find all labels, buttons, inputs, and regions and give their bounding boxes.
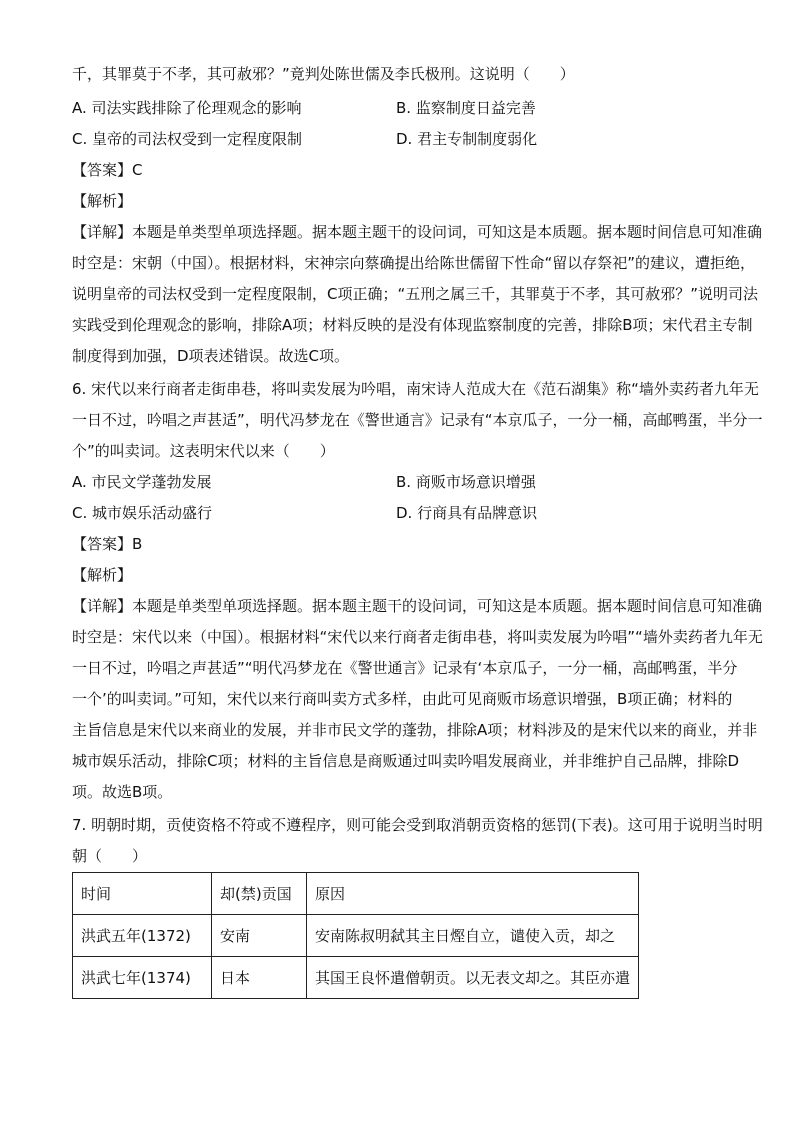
- tribute-table: [72, 872, 639, 999]
- q6-answer: 【答案】B: [72, 535, 143, 553]
- q5-option-d: D. 君主专制制度弱化: [396, 130, 538, 148]
- table-header-reason: 原因: [307, 873, 639, 915]
- q5-detail-line-4: 实践受到伦理观念的影响，排除A项；材料反映的是没有体现监察制度的完善，排除B项；宋代君主专制: [72, 316, 753, 334]
- q6-analysis-label: 【解析】: [72, 566, 133, 584]
- table-cell-reason: 安南陈叔明弑其主日熞自立，谴使入贡，却之: [307, 915, 639, 957]
- q6-detail-line-6: 城市娱乐活动，排除C项；材料的主旨信息是商贩通过叫卖吟唱发展商业，并非维护自己品牌，排除D: [72, 752, 740, 770]
- q6-detail-line-4: 一个’的叫卖词。”可知，宋代以来行商叫卖方式多样，由此可见商贩市场意识增强，B项正确；材料的: [72, 690, 733, 708]
- q6-stem-line-2: 一日不过，吟唱之声甚适”，明代冯梦龙在《警世通言》记录有“本京瓜子，一分一桶，高邮鸭蛋，半分一: [72, 411, 763, 429]
- table-header-country: 却(禁)贡国: [212, 873, 307, 915]
- q5-option-c: C. 皇帝的司法权受到一定程度限制: [72, 130, 303, 148]
- q6-detail-line-7: 项。故选B项。: [72, 783, 173, 801]
- q5-stem-tail: 千，其罪莫于不孝，其可赦邪？”竟判处陈世儒及李氏极刑。这说明（ ）: [72, 65, 575, 83]
- table-cell-time: 洪武五年(1372): [73, 915, 212, 957]
- table-header-time: 时间: [73, 873, 212, 915]
- q6-stem-line-1: 6. 宋代以来行商者走街串巷，将叫卖发展为吟唱，南宋诗人范成大在《范石湖集》称“墙外卖药者九年无: [72, 380, 759, 398]
- q5-option-a: A. 司法实践排除了伦理观念的影响: [72, 99, 302, 117]
- q6-detail-line-5: 主旨信息是宋代以来商业的发展，并非市民文学的蓬勃，排除A项；材料涉及的是宋代以来的商业，并非: [72, 721, 758, 739]
- table-row: [73, 957, 639, 999]
- q7-stem-line-1: 7. 明朝时期，贡使资格不符或不遵程序，则可能会受到取消朝贡资格的惩罚(下表)。这可用于说明当时明: [72, 816, 763, 834]
- q6-option-a: A. 市民文学蓬勃发展: [72, 473, 212, 491]
- q5-detail-line-3: 说明皇帝的司法权受到一定程度限制，C项正确；“五刑之属三千，其罪莫于不孝，其可赦邪？”说明司法: [72, 285, 759, 303]
- q7-stem-line-2: 朝（ ）: [72, 847, 148, 865]
- q5-analysis-label: 【解析】: [72, 192, 133, 210]
- q6-detail-line-1: 【详解】本题是单类型单项选择题。据本题主题干的设问词，可知这是本质题。据本题时间信息可知准确: [72, 597, 763, 615]
- q6-option-c: C. 城市娱乐活动盛行: [72, 504, 213, 522]
- q6-option-b: B. 商贩市场意识增强: [396, 473, 536, 491]
- q5-option-b: B. 监察制度日益完善: [396, 99, 536, 117]
- table-cell-time: 洪武七年(1374): [73, 957, 212, 999]
- q5-answer: 【答案】C: [72, 161, 143, 179]
- table-cell-country: 日本: [212, 957, 307, 999]
- q6-detail-line-2: 时空是：宋代以来（中国）。根据材料“宋代以来行商者走街串巷，将叫卖发展为吟唱”“墙外卖药者九年无: [72, 628, 763, 646]
- q5-detail-line-2: 时空是：宋朝（中国）。根据材料，宋神宗向蔡确提出给陈世儒留下性命“留以存祭祀”的建议，遭拒绝，: [72, 254, 756, 272]
- table-row: [73, 915, 639, 957]
- q6-detail-line-3: 一日不过，吟唱之声甚适”“明代冯梦龙在《警世通言》记录有‘本京瓜子，一分一桶，高邮鸭蛋，半分: [72, 659, 738, 677]
- table-cell-reason: 其国王良怀遣僧朝贡。以无表文却之。其臣亦遣: [307, 957, 639, 999]
- table-cell-country: 安南: [212, 915, 307, 957]
- table-header-row: [73, 873, 639, 915]
- q5-detail-line-5: 制度得到加强，D项表述错误。故选C项。: [72, 347, 350, 365]
- q6-stem-line-3: 个”的叫卖词。这表明宋代以来（ ）: [72, 442, 335, 460]
- q6-option-d: D. 行商具有品牌意识: [396, 504, 538, 522]
- q5-detail-line-1: 【详解】本题是单类型单项选择题。据本题主题干的设问词，可知这是本质题。据本题时间信息可知准确: [72, 223, 763, 241]
